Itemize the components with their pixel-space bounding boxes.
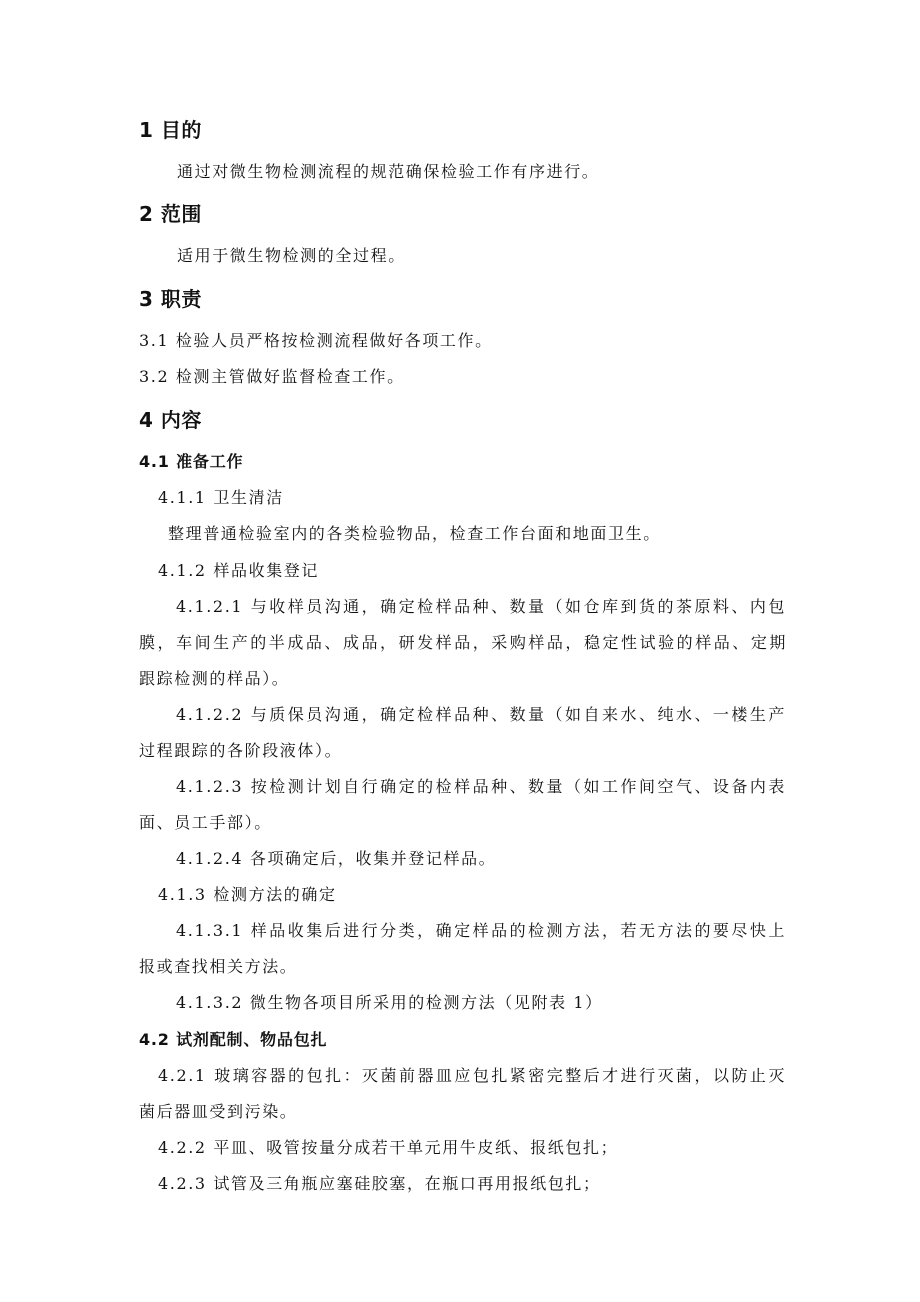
paragraph-4-2-3: 4.2.3 试管及三角瓶应塞硅胶塞，在瓶口再用报纸包扎； xyxy=(158,1174,601,1193)
paragraph-4-1-2-2-line-1: 4.1.2.2 与质保员沟通，确定检样品种、数量（如自来水、纯水、一楼生产 xyxy=(176,705,786,724)
subsection-heading-4-1-1: 4.1.1 卫生清洁 xyxy=(158,488,284,507)
section-heading-content: 4 内容 xyxy=(139,408,202,432)
section-heading-scope: 2 范围 xyxy=(139,202,202,226)
paragraph-4-1-2-3-line-1: 4.1.2.3 按检测计划自行确定的检样品种、数量（如工作间空气、设备内表 xyxy=(176,777,786,796)
paragraph-4-1-2-4: 4.1.2.4 各项确定后，收集并登记样品。 xyxy=(176,849,497,868)
paragraph-4-1-1: 整理普通检验室内的各类检验物品，检查工作台面和地面卫生。 xyxy=(168,524,661,543)
paragraph-4-1-2-3-line-2: 面、员工手部）。 xyxy=(139,813,272,832)
subsection-heading-4-2: 4.2 试剂配制、物品包扎 xyxy=(139,1030,328,1049)
section-heading-purpose: 1 目的 xyxy=(139,118,202,142)
paragraph-4-1-3-1-line-2: 报或查找相关方法。 xyxy=(139,957,298,976)
section-body-scope: 适用于微生物检测的全过程。 xyxy=(177,246,406,265)
paragraph-4-1-2-1-line-1: 4.1.2.1 与收样员沟通，确定检样品种、数量（如仓库到货的茶原料、内包 xyxy=(176,597,786,616)
paragraph-4-1-2-2-line-2: 过程跟踪的各阶段液体）。 xyxy=(139,741,343,760)
paragraph-4-1-2-1-line-3: 跟踪检测的样品）。 xyxy=(139,669,290,688)
responsibility-item-2: 3.2 检测主管做好监督检查工作。 xyxy=(139,367,405,386)
paragraph-4-1-3-1-line-1: 4.1.3.1 样品收集后进行分类，确定样品的检测方法，若无方法的要尽快上 xyxy=(176,921,786,940)
paragraph-4-2-2: 4.2.2 平皿、吸管按量分成若干单元用牛皮纸、报纸包扎； xyxy=(158,1138,619,1157)
subsection-heading-4-1: 4.1 准备工作 xyxy=(139,452,244,471)
paragraph-4-1-3-2: 4.1.3.2 微生物各项目所采用的检测方法（见附表 1） xyxy=(176,993,603,1012)
section-heading-responsibility: 3 职责 xyxy=(139,287,202,311)
responsibility-item-1: 3.1 检验人员严格按检测流程做好各项工作。 xyxy=(139,331,493,350)
section-body-purpose: 通过对微生物检测流程的规范确保检验工作有序进行。 xyxy=(177,162,600,181)
subsection-heading-4-1-3: 4.1.3 检测方法的确定 xyxy=(158,885,337,904)
subsection-heading-4-1-2: 4.1.2 样品收集登记 xyxy=(158,561,319,580)
paragraph-4-2-1-line-2: 菌后器皿受到污染。 xyxy=(139,1102,298,1121)
paragraph-4-2-1-line-1: 4.2.1 玻璃容器的包扎：灭菌前器皿应包扎紧密完整后才进行灭菌，以防止灭 xyxy=(158,1066,786,1085)
paragraph-4-1-2-1-line-2: 膜，车间生产的半成品、成品，研发样品，采购样品，稳定性试验的样品、定期 xyxy=(139,633,787,652)
